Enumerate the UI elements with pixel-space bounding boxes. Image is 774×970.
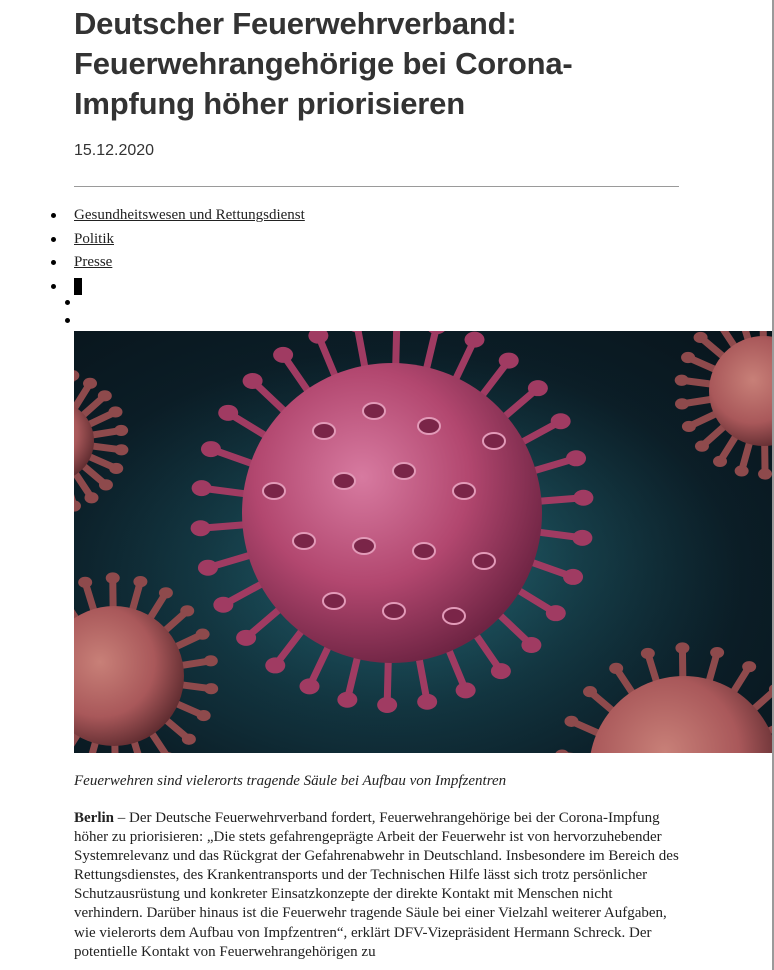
tag-item	[0, 228, 700, 252]
tag-link-presse[interactable]: Presse	[74, 254, 113, 270]
tag-item	[0, 251, 700, 275]
tag-list	[0, 204, 700, 298]
article-image	[74, 331, 772, 753]
tag-item	[0, 275, 700, 299]
share-item[interactable]	[0, 294, 80, 312]
article-title: Deutscher Feuerwehrverband: Feuerwehrangehörige bei Corona-Impfung höher priorisieren	[74, 6, 573, 121]
dateline-location: Berlin	[74, 810, 114, 826]
tag-item	[0, 204, 700, 228]
share-list	[0, 294, 80, 330]
coronavirus-illustration	[74, 331, 772, 753]
header-divider	[74, 186, 679, 187]
article-date: 15.12.2020	[74, 142, 155, 159]
image-caption: Feuerwehren sind vielerorts tragende Säule bei Aufbau von Impfzentren	[74, 773, 507, 789]
body-text: – Der Deutsche Feuerwehrverband fordert, Feuerwehrangehörige bei der Corona-Impfung höher zu priorisieren: „Die stets gefahrengeprägte Arbeit der Feuerwehr ist von hervorzuhebender Systemrelevanz und das Rückgrat der Gefahrenabwehr in Deutschland. Insbesondere im Bereich des Rettungsdienstes, des Krankentransports und der Technischen Hilfe lässt sich trotz persönlicher Schutzausrüstung und konkreter Einsatzkonzepte der direkte Kontakt mit Menschen nicht verhindern. Darüber hinaus ist die Feuerwehr tragende Säule bei einer Vielzahl weiterer Aufgaben, wie vielerorts dem Aufbau von Impfzentren“, erklärt DFV-Vizepräsident Hermann Schreck. Der potentielle Kontakt von Feuerwehrangehörigen zu	[74, 810, 679, 960]
tag-link-gesundheitswesen[interactable]: Gesundheitswesen und Rettungsdienst	[74, 207, 305, 223]
share-item[interactable]	[0, 312, 80, 330]
unrendered-icon[interactable]	[74, 278, 82, 295]
article-body	[74, 809, 680, 962]
tag-link-politik[interactable]: Politik	[74, 230, 115, 247]
article-header	[74, 0, 680, 187]
